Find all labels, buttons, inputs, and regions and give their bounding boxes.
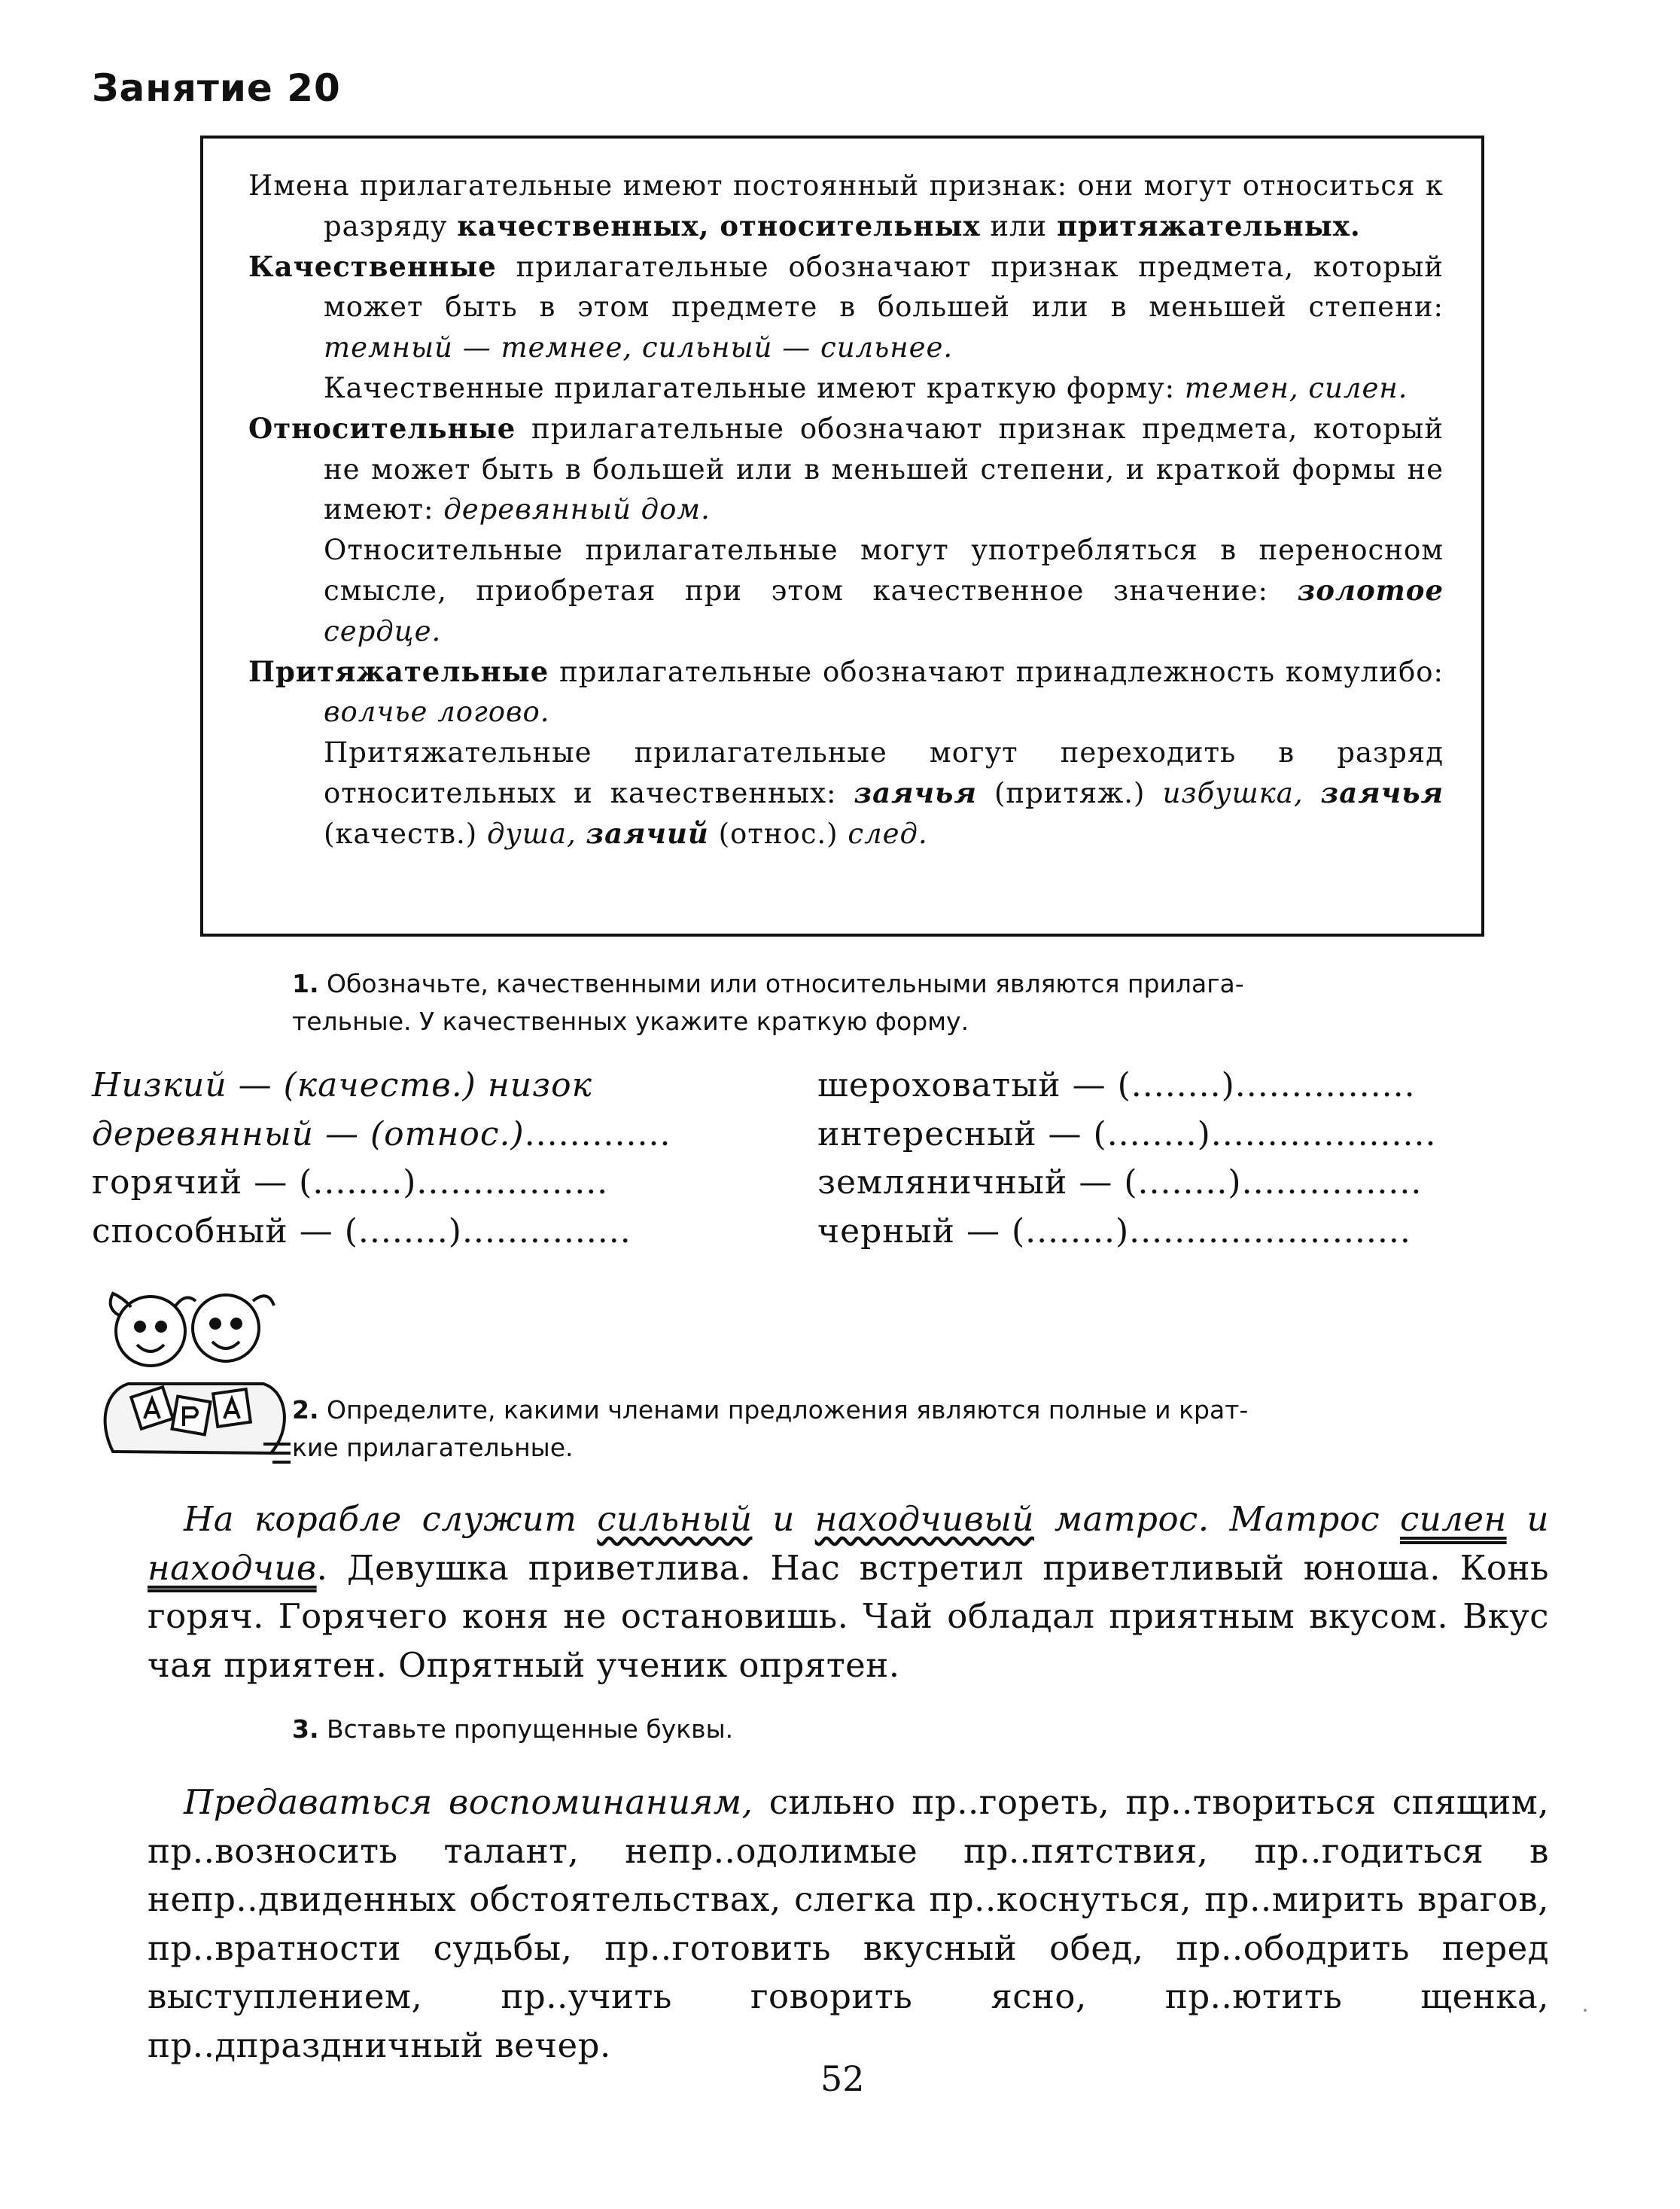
task3-text: Предаваться воспоминаниям, сильно пр..гореть, пр..твориться спящим, пр..возносить талант, непр..одолимые пр..пятствия, пр..годиться в непр..двиденных обстоятельствах, слегка пр..коснуться, пр..мирить врагов, пр..вратности судьбы, пр..готовить вкусный обед, пр..ободрить перед выступлением, пр..учить говорить ясно, пр..ютить щенка, пр..дпраздничный вечер. [148, 1782, 1550, 2065]
rule-box [200, 136, 1484, 937]
task1-item: способный — (........)............... [92, 1211, 632, 1251]
rule-paragraph: Притяжательные прилагательные обозначают принадлежность комулибо: волчье логово. [248, 654, 1444, 729]
task3-instruction: 3. Вставьте пропущенные буквы. [292, 1714, 734, 1744]
task2-text: На корабле служит сильный и находчивый матрос. Матрос силен и находчив. Девушка приветлива. Нас встретил приветливый юноша. Конь горяч. Горячего коня не остановишь. Чай обладал приятным вкусом. Вкус чая приятен. Опрятный ученик опрятен. [148, 1499, 1549, 1685]
task1-item: шероховатый — (........)................ [817, 1066, 1416, 1104]
task1-item: Низкий — (качеств.) низок [92, 1066, 592, 1104]
rule-paragraph: Относительные прилагательные обозначают признак предмета, который не может быть в большей или в меньшей степени, и краткой формы не имеют: деревянный дом. [248, 411, 1444, 526]
task1-item: интересный — (........).................... [817, 1114, 1437, 1153]
two-children-with-letters-icon [90, 1278, 298, 1468]
page-title: Занятие 20 [92, 66, 341, 110]
task1-left-column [92, 1062, 671, 1256]
rule-paragraph: Качественные прилагательные имеют краткую форму: темен, силен. [324, 371, 1408, 404]
task1-instruction: 1. Обозначьте, качественными или относительными являются прилага- тельные. У качественных укажите краткую форму. [292, 969, 1244, 1036]
rule-paragraph: Имена прилагательные имеют постоянный признак: они могут относиться к разряду качественных, относительных или притяжательных. [248, 169, 1444, 242]
scan-speck [1584, 2009, 1587, 2012]
page-number: 52 [820, 2058, 865, 2099]
rule-paragraph: Относительные прилагательные могут употребляться в переносном смысле, приобретая при этом качественное значение: золотое сердце. [324, 534, 1444, 647]
task1-right-column [817, 1062, 1436, 1256]
task1-item: деревянный — (относ.)............. [92, 1114, 671, 1153]
task1-item: горячий — (........)................. [92, 1163, 609, 1202]
rule-paragraph: Качественные прилагательные обозначают признак предмета, который может быть в этом предмете в большей или в меньшей степени: темный — темнее, сильный — сильнее. [248, 249, 1444, 364]
task1-item: земляничный — (........)................ [817, 1163, 1423, 1202]
task1-item: черный — (........)......................... [817, 1211, 1411, 1251]
rule-paragraph: Притяжательные прилагательные могут переходить в разряд относительных и качественных: заячья (притяж.) избушка, заячья (качеств.) душа, заячий (относ.) след. [324, 736, 1444, 850]
task2-instruction: 2. Определите, какими членами предложения являются полные и крат- кие прилагательные. [292, 1395, 1249, 1462]
